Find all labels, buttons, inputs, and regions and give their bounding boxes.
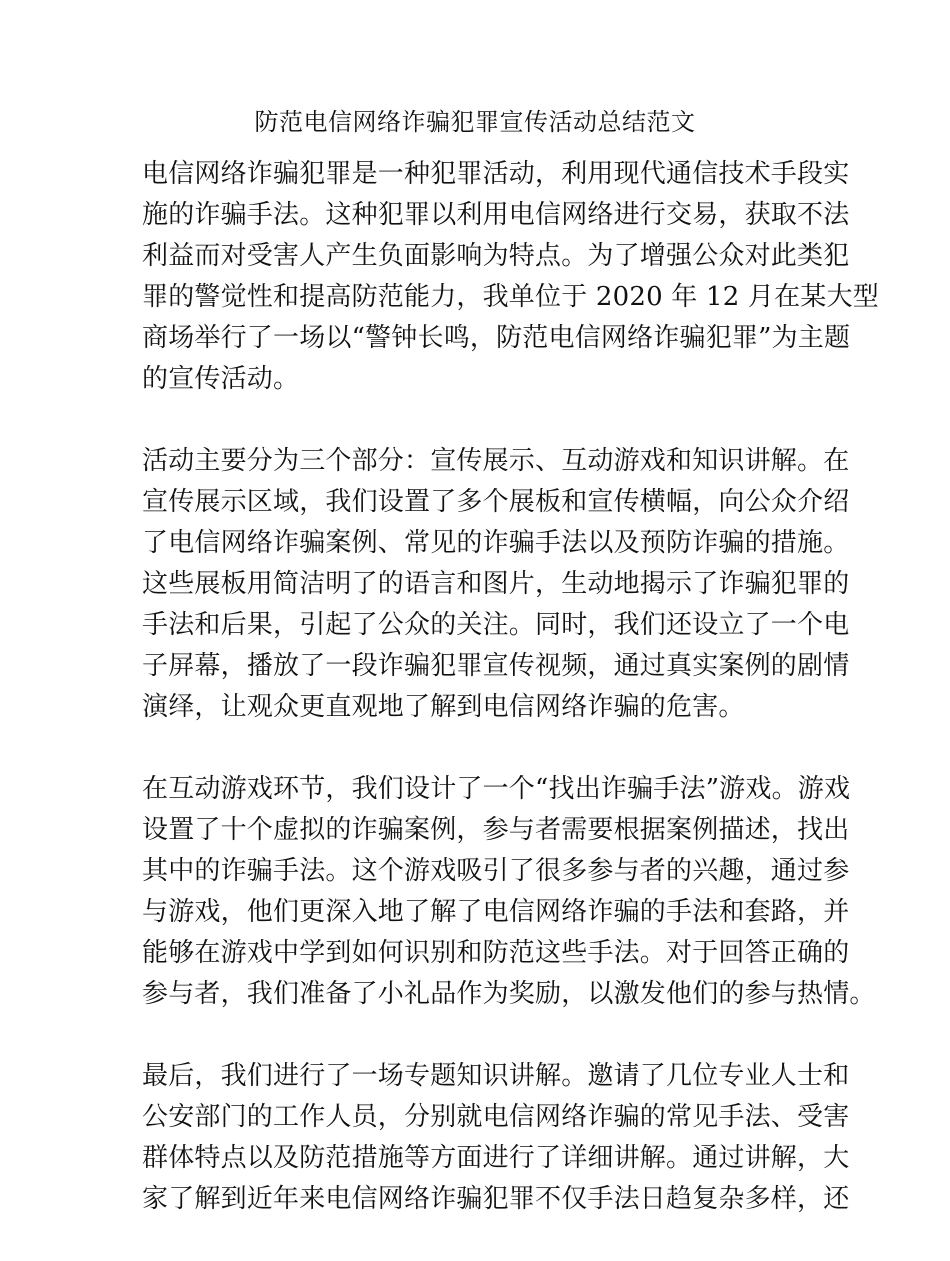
text-line: 手法和后果，引起了公众的关注。同时，我们还设立了一个电: [142, 610, 850, 640]
text-line: 利益而对受害人产生负面影响为特点。为了增强公众对此类犯: [142, 241, 850, 271]
text-line: 宣传展示区域，我们设置了多个展板和宣传横幅，向公众介绍: [142, 487, 850, 517]
text-line: 活动主要分为三个部分：宣传展示、互动游戏和知识讲解。在: [142, 446, 850, 476]
document-body: [142, 154, 879, 1261]
text-line: 在互动游戏环节，我们设计了一个“找出诈骗手法”游戏。游戏: [142, 774, 851, 804]
text-line: 商场举行了一场以“警钟长鸣，防范电信网络诈骗犯罪”为主题: [142, 323, 851, 353]
text-line: 与游戏，他们更深入地了解了电信网络诈骗的手法和套路，并: [142, 897, 850, 927]
text-line: 这些展板用简洁明了的语言和图片，生动地揭示了诈骗犯罪的: [142, 569, 850, 599]
paragraph-activity-overview: [142, 441, 850, 728]
text-line: 家了解到近年来电信网络诈骗犯罪不仅手法日趋复杂多样，还: [142, 1184, 850, 1214]
document-title: 防范电信网络诈骗犯罪宣传活动总结范文: [254, 108, 696, 136]
text-line: 演绎，让观众更直观地了解到电信网络诈骗的危害。: [142, 692, 745, 722]
paragraph-intro: [142, 154, 879, 400]
text-line: 了电信网络诈骗案例、常见的诈骗手法以及预防诈骗的措施。: [142, 528, 850, 558]
text-line: 罪的警觉性和提高防范能力，我单位于 2020 年 12 月在某大型: [142, 282, 879, 312]
text-line: 其中的诈骗手法。这个游戏吸引了很多参与者的兴趣，通过参: [142, 856, 850, 886]
text-line: 的宣传活动。: [142, 364, 300, 394]
text-line: 群体特点以及防范措施等方面进行了详细讲解。通过讲解，大: [142, 1143, 850, 1173]
text-line: 电信网络诈骗犯罪是一种犯罪活动，利用现代通信技术手段实: [142, 159, 850, 189]
text-line: 子屏幕，播放了一段诈骗犯罪宣传视频，通过真实案例的剧情: [142, 651, 850, 681]
text-line: 能够在游戏中学到如何识别和防范这些手法。对于回答正确的: [142, 938, 850, 968]
text-line: 最后，我们进行了一场专题知识讲解。邀请了几位专业人士和: [142, 1061, 850, 1091]
paragraph-interactive-game: [142, 769, 876, 1015]
paragraph-knowledge-lecture: [142, 1056, 850, 1220]
text-line: 设置了十个虚拟的诈骗案例，参与者需要根据案例描述，找出: [142, 815, 850, 845]
text-line: 公安部门的工作人员，分别就电信网络诈骗的常见手法、受害: [142, 1102, 850, 1132]
text-line: 施的诈骗手法。这种犯罪以利用电信网络进行交易，获取不法: [142, 200, 850, 230]
text-line: 参与者，我们准备了小礼品作为奖励，以激发他们的参与热情。: [142, 979, 876, 1009]
